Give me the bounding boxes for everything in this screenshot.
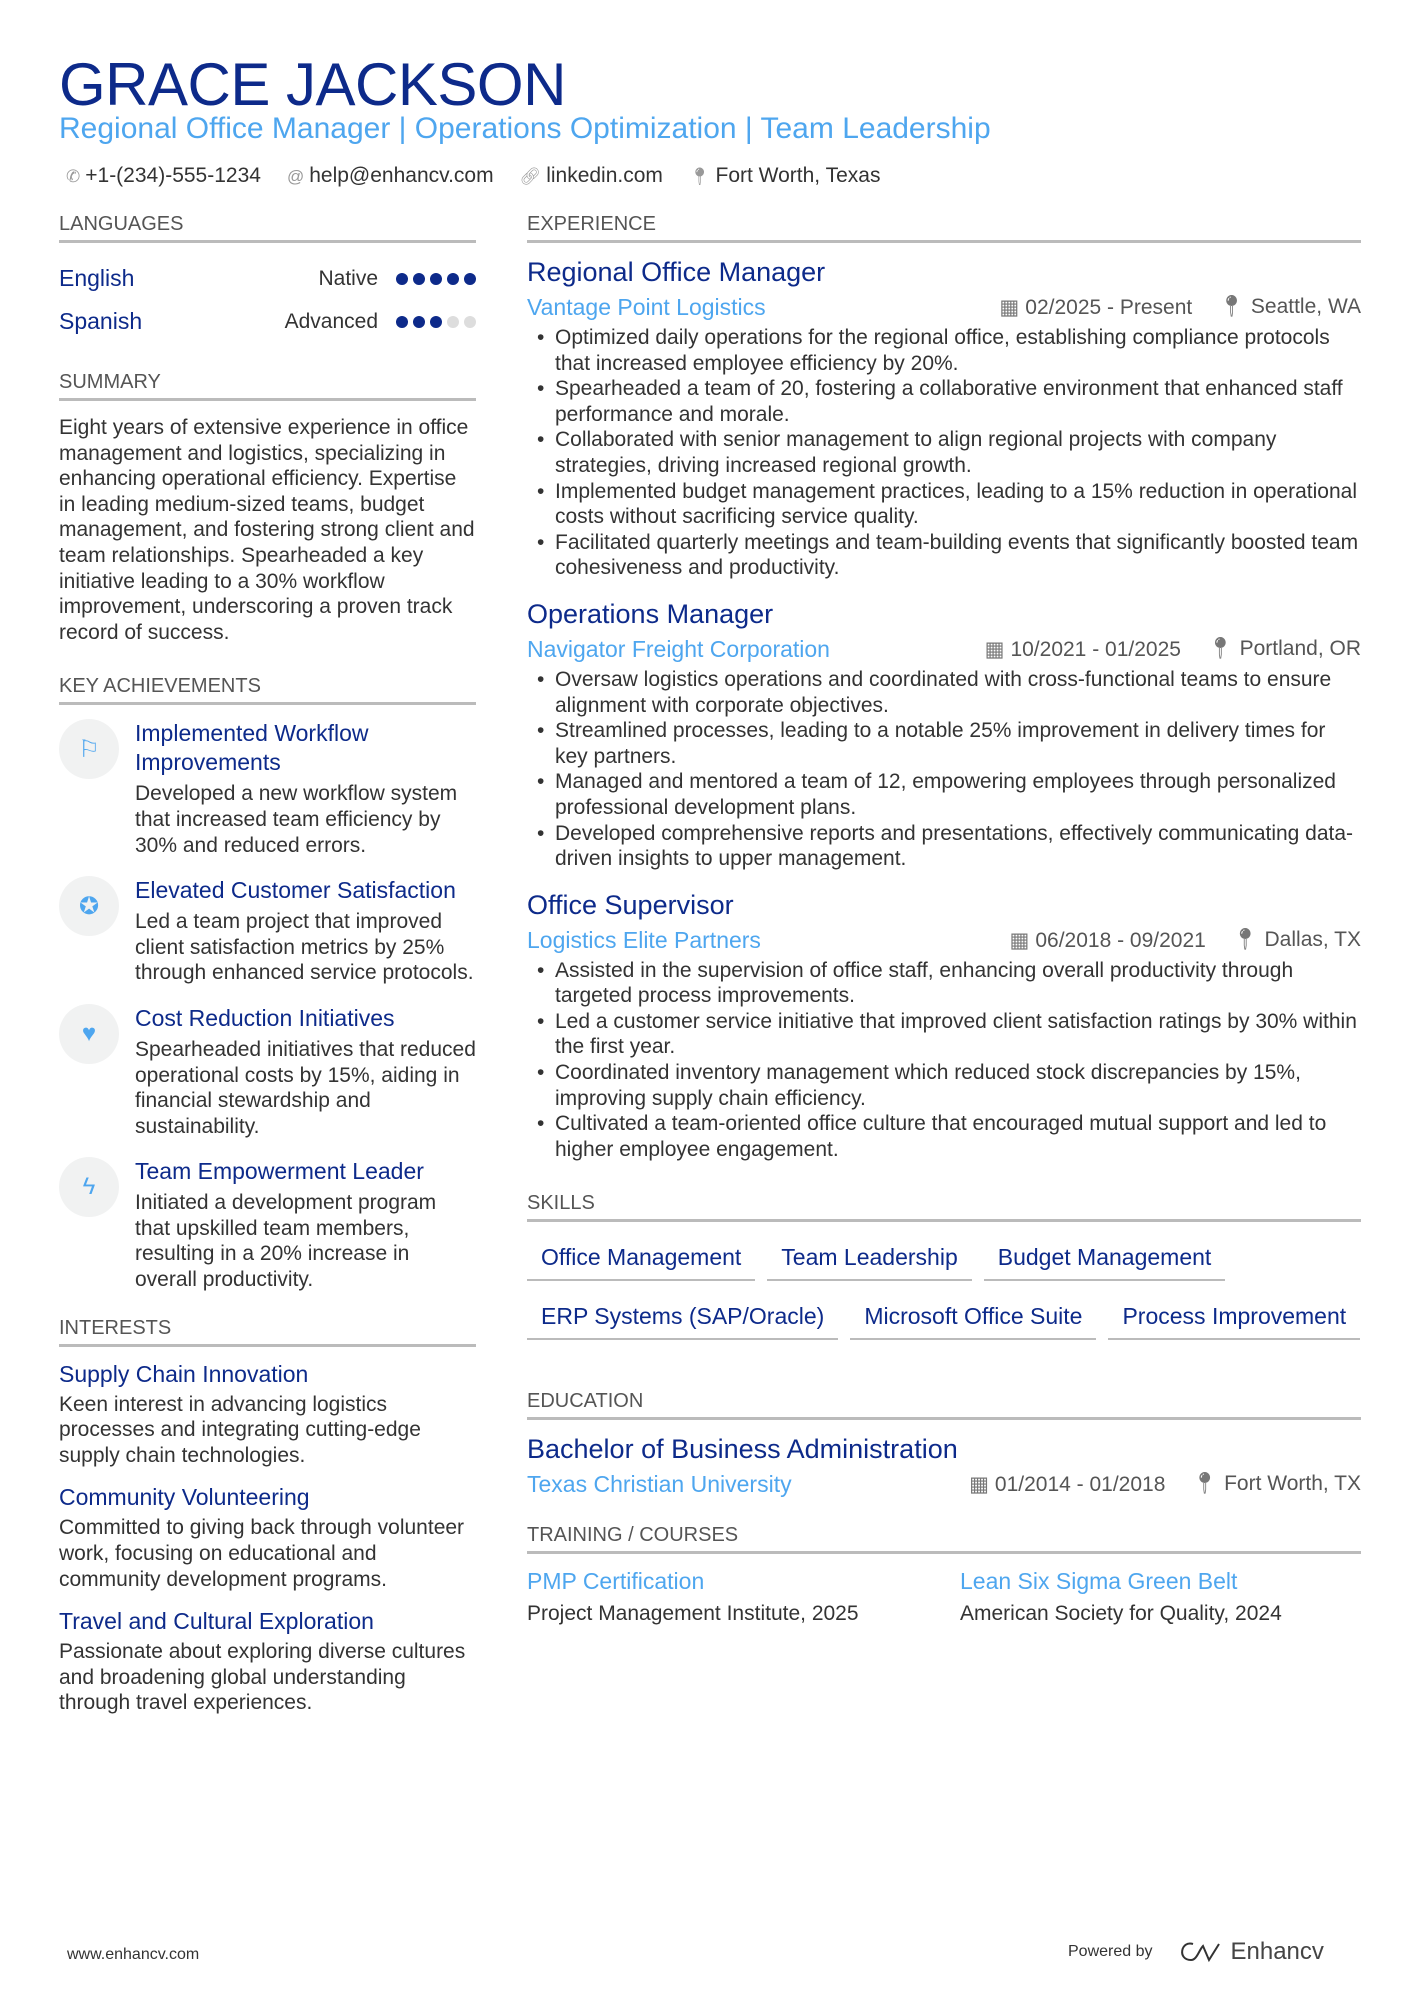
language-rating: [396, 316, 476, 328]
award-icon: ✪: [59, 876, 119, 936]
footer-website[interactable]: www.enhancv.com: [67, 1946, 200, 1963]
achievement-text: Developed a new workflow system that increased team efficiency by 30% and reduced errors.: [135, 782, 458, 857]
job-entry: [527, 257, 1361, 581]
interest-title: Community Volunteering: [59, 1484, 310, 1511]
contact-linkedin[interactable]: [520, 164, 663, 188]
skills-list: [527, 1236, 1361, 1340]
location-icon: 📍︎: [1218, 295, 1245, 318]
rating-dot: [464, 316, 476, 328]
calendar-icon: ▦: [969, 1473, 989, 1497]
calendar-icon: ▦: [1009, 928, 1030, 952]
job-title: Regional Office Manager: [527, 257, 826, 287]
job-bullet: • Developed comprehensive reports and presentations, effectively communicating data-driven insights to upper management.: [527, 821, 1361, 872]
training-list: [527, 1568, 1361, 1627]
job-bullet: • Coordinated inventory management which reduced stock discrepancies by 15%, improving supply chain efficiency.: [527, 1060, 1361, 1111]
language-name: Spanish: [59, 308, 143, 334]
dates-text: 02/2025 - Present: [1025, 296, 1193, 319]
skill-tag: Process Improvement: [1108, 1295, 1360, 1340]
link-icon: 🔗︎: [519, 167, 542, 186]
job-bullet: • Oversaw logistics operations and coordinated with cross-functional teams to ensure alignment with corporate objectives.: [527, 667, 1361, 718]
dates-text: 10/2021 - 01/2025: [1010, 637, 1181, 661]
location-icon: 📍︎: [1231, 927, 1259, 951]
training-provider: American Society for Quality, 2024: [960, 1602, 1282, 1626]
dates-text: 01/2014 - 01/2018: [994, 1473, 1166, 1497]
language-item: [59, 300, 476, 343]
heart-icon: ♥: [59, 1004, 119, 1064]
achievement-text: Led a team project that improved client satisfaction metrics by 25% through enhanced service protocols.: [135, 910, 474, 985]
achievement-title: Cost Reduction Initiatives: [135, 1004, 395, 1031]
job-bullet: • Streamlined processes, leading to a notable 25% improvement in delivery times for key partners.: [527, 718, 1361, 769]
job-title: Operations Manager: [527, 598, 774, 629]
enhancv-logo: [1177, 1938, 1324, 1966]
summary-text: Eight years of extensive experience in office management and logistics, specializing in enhancing operational efficiency. Expertise in leading medium-sized teams, budget management, and fostering strong client and team relationships. Spearheaded a key initiative leading to a 30% workflow improvement, underscoring a proven track record of success.: [59, 416, 475, 644]
job-bullet: • Facilitated quarterly meetings and team-building events that significantly boosted team cohesiveness and productivity.: [527, 530, 1361, 581]
job-entry: [527, 599, 1361, 872]
skill-tag: ERP Systems (SAP/Oracle): [527, 1295, 838, 1340]
training-item: [960, 1568, 1393, 1627]
achievement-text: Spearheaded initiatives that reduced operational costs by 15%, aiding in financial stewardship and sustainability.: [135, 1037, 476, 1138]
job-title: Office Supervisor: [527, 889, 734, 920]
job-bullet: • Led a customer service initiative that improved client satisfaction ratings by 30% within the first year.: [527, 1009, 1361, 1060]
job-bullet: • Optimized daily operations for the regional office, establishing compliance protocols that increased employee efficiency by 20%.: [527, 325, 1361, 376]
job-location: [1232, 928, 1361, 953]
section-header-training: TRAINING / COURSES: [527, 1524, 1361, 1554]
job-bullet: • Implemented budget management practices, leading to a 15% reduction in operational costs without sacrificing service quality.: [527, 479, 1361, 530]
at-icon: @: [286, 167, 305, 186]
section-header-achievements: KEY ACHIEVEMENTS: [59, 675, 476, 705]
interests-list: [59, 1361, 476, 1716]
job-dates: [999, 295, 1192, 320]
contact-email[interactable]: [287, 164, 494, 188]
section-header-experience: EXPERIENCE: [527, 213, 1361, 243]
job-location: [1207, 637, 1361, 662]
training-title: Lean Six Sigma Green Belt: [960, 1568, 1238, 1595]
location-text: Dallas, TX: [1264, 927, 1361, 951]
language-level: Native: [318, 266, 378, 290]
job-bullet: • Managed and mentored a team of 12, empowering employees through personalized professional development plans.: [527, 769, 1361, 820]
job-bullets: [527, 958, 1361, 1163]
interest-text: Keen interest in advancing logistics processes and integrating cutting-edge supply chain technologies.: [59, 1392, 421, 1467]
section-header-skills: SKILLS: [527, 1192, 1361, 1222]
training-provider: Project Management Institute, 2025: [527, 1602, 859, 1626]
education-school: Texas Christian University: [527, 1471, 792, 1498]
phone-text: +1-(234)-555-1234: [85, 164, 261, 187]
job-entry: [527, 890, 1361, 1163]
job-bullets: [527, 325, 1361, 581]
achievement-title: Elevated Customer Satisfaction: [135, 877, 456, 904]
job-bullets: [527, 667, 1361, 872]
phone-icon: ✆: [66, 167, 81, 186]
achievements-list: [59, 719, 476, 1292]
email-text[interactable]: help@enhancv.com: [309, 164, 494, 187]
candidate-name: GRACE JACKSON: [59, 51, 566, 118]
powered-by-text: Powered by: [1068, 1943, 1153, 1960]
flag-icon: ⚐: [59, 719, 119, 779]
language-rating: [396, 273, 476, 285]
education-degree: Bachelor of Business Administration: [527, 1434, 958, 1465]
job-bullet: • Collaborated with senior management to align regional projects with company strategies, driving increased regional growth.: [527, 427, 1361, 478]
brand-text: Enhancv: [1230, 1938, 1324, 1965]
language-name: English: [59, 265, 135, 291]
footer-branding: [1068, 1938, 1324, 1966]
achievement-item: [59, 1004, 476, 1139]
rating-dot: [396, 273, 408, 285]
skill-tag: Microsoft Office Suite: [850, 1295, 1096, 1340]
achievement-item: [59, 876, 476, 986]
section-header-education: EDUCATION: [527, 1390, 1361, 1420]
languages-list: [59, 257, 476, 343]
skill-tag: Office Management: [527, 1236, 755, 1281]
location-text: Fort Worth, TX: [1224, 1472, 1361, 1496]
achievement-item: [59, 1157, 476, 1292]
job-company: Navigator Freight Corporation: [527, 635, 830, 662]
bolt-icon: ϟ: [59, 1157, 119, 1217]
language-level: Advanced: [284, 309, 378, 333]
dates-text: 06/2018 - 09/2021: [1035, 928, 1206, 952]
right-column: [527, 213, 1361, 1627]
interest-title: Supply Chain Innovation: [59, 1360, 309, 1387]
calendar-icon: ▦: [999, 296, 1020, 319]
linkedin-text[interactable]: linkedin.com: [546, 164, 663, 187]
rating-dot: [447, 316, 459, 328]
achievement-item: [59, 719, 476, 858]
rating-dot: [430, 316, 442, 328]
job-bullet: • Spearheaded a team of 20, fostering a collaborative environment that enhanced staff performance and morale.: [527, 376, 1361, 427]
enhancv-logo-icon: [1177, 1940, 1223, 1964]
calendar-icon: ▦: [984, 637, 1005, 661]
language-item: [59, 257, 476, 300]
training-item: [527, 1568, 960, 1627]
location-icon: 📍︎: [688, 167, 711, 186]
left-column: [59, 213, 476, 1732]
job-bullet: • Cultivated a team-oriented office culture that encouraged mutual support and led to higher employee engagement.: [527, 1111, 1361, 1162]
rating-dot: [413, 316, 425, 328]
contact-phone: [66, 164, 261, 188]
skill-tag: Team Leadership: [767, 1236, 971, 1281]
rating-dot: [464, 273, 476, 285]
location-text: Seattle, WA: [1250, 295, 1361, 318]
interest-title: Travel and Cultural Exploration: [59, 1608, 374, 1635]
section-header-interests: INTERESTS: [59, 1317, 476, 1347]
job-company: Vantage Point Logistics: [527, 294, 766, 320]
rating-dot: [396, 316, 408, 328]
achievement-text: Initiated a development program that upskilled team members, resulting in a 20% increase in overall productivity.: [135, 1191, 437, 1292]
section-header-summary: SUMMARY: [59, 371, 476, 401]
job-dates: [1010, 928, 1206, 953]
job-company: Logistics Elite Partners: [527, 926, 761, 953]
achievement-title: Implemented Workflow Improvements: [135, 720, 369, 776]
interest-item: [59, 1608, 476, 1716]
interest-text: Passionate about exploring diverse cultures and broadening global understanding through travel experiences.: [59, 1640, 466, 1715]
location-icon: 📍︎: [1206, 636, 1234, 660]
education-meta: [527, 1471, 1361, 1498]
rating-dot: [447, 273, 459, 285]
job-location: [1218, 295, 1361, 320]
location-text: Fort Worth, Texas: [715, 164, 881, 187]
skill-tag: Budget Management: [984, 1236, 1226, 1281]
education-dates: [969, 1472, 1165, 1497]
training-title: PMP Certification: [527, 1568, 705, 1595]
education-location: [1191, 1472, 1361, 1497]
experience-list: [527, 257, 1361, 1162]
interest-item: [59, 1484, 476, 1592]
contact-location: [689, 164, 881, 188]
rating-dot: [413, 273, 425, 285]
interest-text: Committed to giving back through volunteer work, focusing on educational and community development programs.: [59, 1516, 465, 1591]
achievement-title: Team Empowerment Leader: [135, 1158, 424, 1185]
interest-item: [59, 1361, 476, 1469]
section-header-languages: LANGUAGES: [59, 213, 476, 243]
job-dates: [985, 637, 1181, 662]
contact-info: [66, 164, 880, 188]
rating-dot: [430, 273, 442, 285]
location-icon: 📍︎: [1191, 1472, 1219, 1496]
location-text: Portland, OR: [1239, 636, 1361, 660]
job-bullet: • Assisted in the supervision of office staff, enhancing overall productivity through targeted process improvements.: [527, 958, 1361, 1009]
candidate-headline: Regional Office Manager | Operations Optimization | Team Leadership: [59, 112, 991, 145]
